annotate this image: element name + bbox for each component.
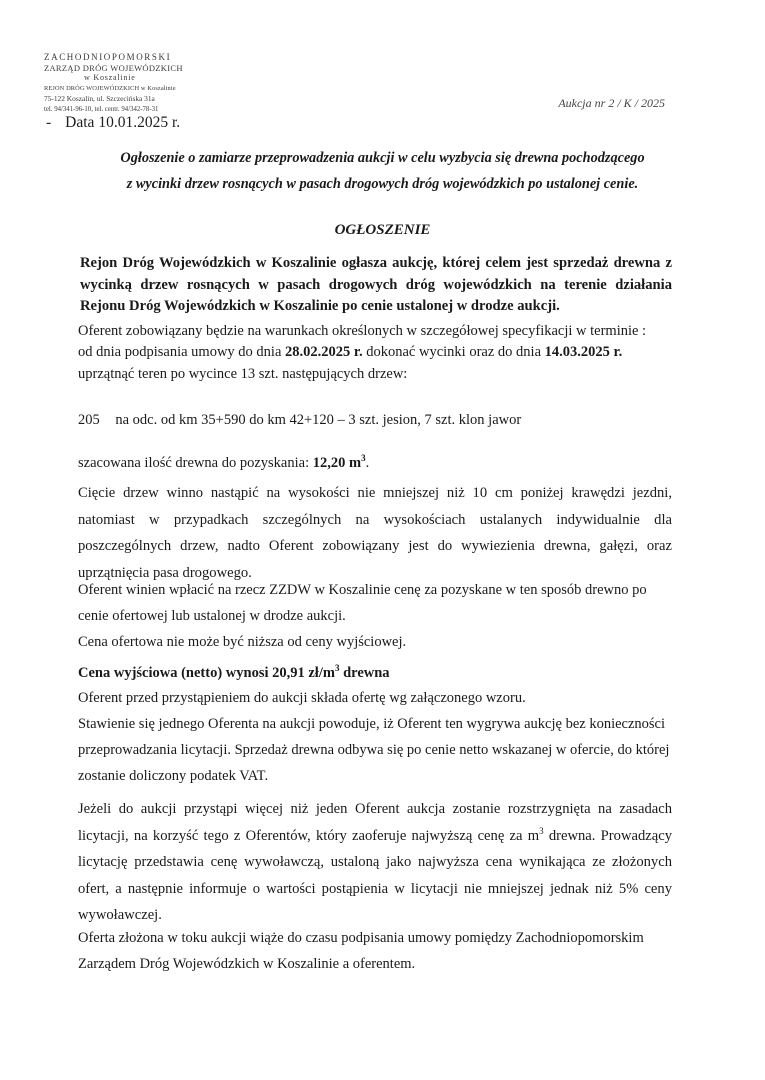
offer-line: Oferent przed przystąpieniem do aukcji składa ofertę wg załączonego wzoru.	[78, 690, 526, 706]
date-value: 10.01.2025 r.	[98, 114, 181, 131]
payment-line: cenie ofertowej lub ustalonej w drodze aukcji.	[78, 608, 346, 624]
volume-estimate: szacowana ilość drewna do pozyskania: 12,20 $m^3$.	[78, 453, 370, 471]
auction-number: Aukcja nr 2 / K / 2025	[558, 96, 665, 110]
page-title: OGŁOSZENIE	[334, 222, 431, 238]
stamp-line: ZARZĄD DRÓG WOJEWÓDZKICH	[44, 62, 183, 73]
binding-line: Zarządem Dróg Wojewódzkich w Koszalinie a oferentem.	[78, 956, 416, 972]
bidding-paragraph: Jeżeli do aukcji przystąpi więcej niż jeden Oferent aukcja zostanie rozstrzygnięta na zasadach licytacji, na korzyść tego z Oferentów, który zaoferuje najwyższą cenę za $m^3$ drewna. Prowadzący licytację przedstawia cenę wywoławczą, ustaloną jako najwyższa cena wynikająca ze złożonych ofert, a następnie informuje o wartości postąpienia w licytacji nie mniejszej jednak niż 5% ceny wywoławczej.	[78, 801, 672, 923]
cutting-paragraph: Cięcie drzew winno nastąpić na wysokości nie mniejszej niż 10 cm poniżej krawędzi jezdni, natomiast w przypadkach szczególnych na wysokościach ustalanych indywidualnie dla poszczególnych drzew, nadto Oferent zobowiązany jest do wywiezienia drewna, gałęzi, oraz uprzątnięcia pasa drogowego.	[78, 485, 672, 581]
offer-line: przeprowadzania licytacji. Sprzedaż drewna odbywa się po cenie netto wskazanej w ofercie, do której	[78, 742, 670, 758]
start-price: Cena wyjściowa (netto) wynosi 20,91 $zł/m^3$ drewna	[78, 663, 390, 681]
document-date: - Data 10.01.2025 r.	[46, 114, 181, 131]
obligation-line	[78, 344, 622, 361]
cut-deadline: 28.02.2025 r.	[285, 344, 363, 360]
obligation-text: od dnia podpisania umowy do dnia	[78, 344, 286, 360]
stamp-line: w Koszalinie	[84, 73, 136, 82]
date-label: Data	[65, 114, 95, 131]
obligation-line: Oferent zobowiązany będzie na warunkach określonych w szczegółowej specyfikacji w terminie :	[78, 323, 647, 339]
payment-line: Cena ofertowa nie może być niższa od ceny wyjściowej.	[78, 634, 407, 650]
subtitle-line: Ogłoszenie o zamiarze przeprowadzenia aukcji w celu wyzbycia się drewna pochodzącego	[120, 150, 645, 166]
road-section	[78, 412, 521, 429]
office-stamp	[44, 52, 214, 115]
offer-line: zostanie doliczony podatek VAT.	[78, 768, 269, 784]
obligation-text: dokonać wycinki oraz do dnia	[362, 344, 545, 360]
stamp-line: ZACHODNIOPOMORSKI	[44, 52, 172, 62]
road-description: na odc. od km 35+590 do km 42+120 – 3 szt. jesion, 7 szt. klon jawor	[115, 412, 522, 428]
stamp-line: 75-122 Koszalin, ul. Szczecińska 31a	[44, 94, 155, 103]
stamp-line: tel. 94/341-96-10, tel. centr. 94/342-78-31	[44, 105, 159, 113]
stamp-line: REJON DRÓG WOJEWÓDZKICH w Koszalinie	[44, 84, 176, 92]
obligation-line: uprzątnąć teren po wycince 13 szt. następujących drzew:	[78, 366, 408, 382]
volume-value: 12,20 $m^3$	[312, 453, 366, 471]
road-number: 205	[78, 412, 100, 428]
volume-label: szacowana ilość drewna do pozyskania:	[78, 455, 313, 471]
binding-line: Oferta złożona w toku aukcji wiąże do czasu podpisania umowy pomiędzy Zachodniopomorskim	[78, 930, 644, 946]
intro-paragraph: Rejon Dróg Wojewódzkich w Koszalinie ogłasza aukcję, której celem jest sprzedaż drewna z wycinką drzew rosnących w pasach drogowych dróg wojewódzkich na terenie działania Rejonu Dróg Wojewódzkich w Koszalinie po cenie ustalonej w drodze aukcji.	[80, 255, 672, 314]
clear-deadline: 14.03.2025 r.	[544, 344, 623, 360]
subtitle-line: z wycinki drzew rosnących w pasach drogowych dróg wojewódzkich po ustalonej cenie.	[126, 176, 639, 192]
offer-line: Stawienie się jednego Oferenta na aukcji powoduje, iż Oferent ten wygrywa aukcję bez konieczności	[78, 716, 666, 732]
payment-line: Oferent winien wpłacić na rzecz ZZDW w Koszalinie cenę za pozyskane w ten sposób drewno po	[78, 582, 647, 598]
